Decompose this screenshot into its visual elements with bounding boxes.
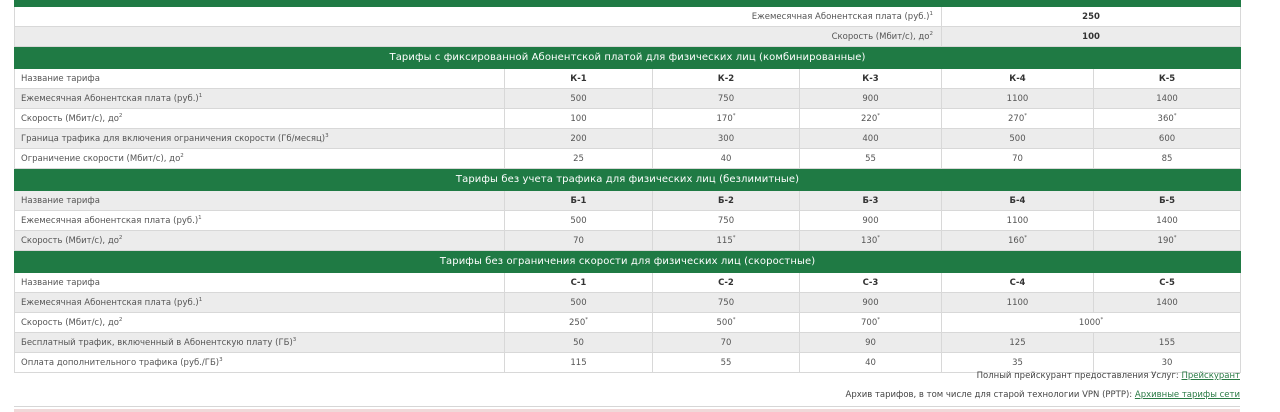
speed-cell: 170* bbox=[653, 109, 800, 129]
fee-cell: 500 bbox=[505, 293, 653, 313]
row-label: Оплата дополнительного трафика $(руб./ГБ)^3$ bbox=[15, 353, 505, 373]
tariff-name: С-3 bbox=[800, 273, 942, 293]
extra-traffic-cell: 40 bbox=[800, 353, 942, 373]
speed-cell: 700* bbox=[800, 313, 942, 333]
speed-cell: 160* bbox=[942, 231, 1094, 251]
base-speed-row bbox=[15, 27, 1241, 47]
tariff-name: С-1 bbox=[505, 273, 653, 293]
section-title: Тарифы без ограничения скорости для физических лиц (скоростные) bbox=[15, 251, 1241, 273]
fee-cell: 1100 bbox=[942, 293, 1094, 313]
base-fee-label: Ежемесячная Абонентская плата $(руб.)^1$ bbox=[15, 7, 942, 27]
divider bbox=[14, 406, 1240, 412]
table-row bbox=[15, 231, 1241, 251]
tariff-name: С-5 bbox=[1094, 273, 1241, 293]
free-traffic-cell: 155 bbox=[1094, 333, 1241, 353]
speed-cell: 100 bbox=[505, 109, 653, 129]
speed-cell: 250* bbox=[505, 313, 653, 333]
tariff-name: Б-2 bbox=[653, 191, 800, 211]
free-traffic-cell: 50 bbox=[505, 333, 653, 353]
table-row bbox=[15, 333, 1241, 353]
table-row bbox=[15, 191, 1241, 211]
tariff-name: К-3 bbox=[800, 69, 942, 89]
tariff-name: К-1 bbox=[505, 69, 653, 89]
row-label: Ежемесячная Абонентская плата $(руб.)^1$ bbox=[15, 89, 505, 109]
section-header-speed bbox=[15, 251, 1241, 273]
tariff-name: Б-5 bbox=[1094, 191, 1241, 211]
free-traffic-cell: 90 bbox=[800, 333, 942, 353]
price-list-text: Полный прейскурант предоставления Услуг: bbox=[976, 371, 1179, 381]
speed-cell: 1000* bbox=[942, 313, 1241, 333]
section-title: Тарифы без учета трафика для физических лиц (безлимитные) bbox=[15, 169, 1241, 191]
base-speed-value: 100 bbox=[942, 27, 1241, 47]
row-label: Граница трафика для включения ограничения скорости (Гб/месяц)$^3$ bbox=[15, 129, 505, 149]
row-label: Ограничение скорости (Мбит/с), $до^2$ bbox=[15, 149, 505, 169]
limit-cell: 55 bbox=[800, 149, 942, 169]
base-speed-label: Скорость (Мбит/с), $до^2$ bbox=[15, 27, 942, 47]
threshold-cell: 200 bbox=[505, 129, 653, 149]
speed-cell: 190* bbox=[1094, 231, 1241, 251]
fee-cell: 500 bbox=[505, 89, 653, 109]
threshold-cell: 500 bbox=[942, 129, 1094, 149]
free-traffic-cell: 125 bbox=[942, 333, 1094, 353]
speed-cell: 360* bbox=[1094, 109, 1241, 129]
archive-tariffs-link[interactable]: Архивные тарифы сети bbox=[1134, 390, 1240, 400]
table-row bbox=[15, 273, 1241, 293]
limit-cell: 40 bbox=[653, 149, 800, 169]
tariff-tables bbox=[14, 0, 1240, 373]
limit-cell: 85 bbox=[1094, 149, 1241, 169]
section-title: Тарифы с фиксированной Абонентской платой для физических лиц (комбинированные) bbox=[15, 47, 1241, 69]
base-fee-row bbox=[15, 7, 1241, 27]
section-header-combined bbox=[15, 47, 1241, 69]
speed-cell: 500* bbox=[653, 313, 800, 333]
section-header-unlimited bbox=[15, 169, 1241, 191]
fee-cell: 1400 bbox=[1094, 89, 1241, 109]
tariff-name: Б-3 bbox=[800, 191, 942, 211]
table-row bbox=[15, 293, 1241, 313]
limit-cell: 25 bbox=[505, 149, 653, 169]
fee-cell: 750 bbox=[653, 211, 800, 231]
speed-cell: 270* bbox=[942, 109, 1094, 129]
extra-traffic-cell: 55 bbox=[653, 353, 800, 373]
fee-cell: 1100 bbox=[942, 89, 1094, 109]
price-list-link[interactable]: Прейскурант bbox=[1181, 371, 1240, 381]
fee-cell: 750 bbox=[653, 293, 800, 313]
table-row bbox=[15, 69, 1241, 89]
table-row bbox=[15, 129, 1241, 149]
row-label: Ежемесячная абонентская плата $(руб.)^1$ bbox=[15, 211, 505, 231]
row-label: Название тарифа bbox=[15, 273, 505, 293]
speed-cell: 70 bbox=[505, 231, 653, 251]
speed-cell: 220* bbox=[800, 109, 942, 129]
row-label: Скорость (Мбит/с), $до^2$ bbox=[15, 313, 505, 333]
threshold-cell: 600 bbox=[1094, 129, 1241, 149]
row-label: Скорость (Мбит/с), $до^2$ bbox=[15, 109, 505, 129]
fee-cell: 900 bbox=[800, 211, 942, 231]
fee-cell: 1400 bbox=[1094, 211, 1241, 231]
row-label: Название тарифа bbox=[15, 69, 505, 89]
tariff-name: К-2 bbox=[653, 69, 800, 89]
table-row bbox=[15, 149, 1241, 169]
speed-cell: 130* bbox=[800, 231, 942, 251]
row-label: Скорость (Мбит/с), $до^2$ bbox=[15, 231, 505, 251]
table-row bbox=[15, 109, 1241, 129]
extra-traffic-cell: 115 bbox=[505, 353, 653, 373]
table-row bbox=[15, 313, 1241, 333]
archive-note bbox=[846, 390, 1241, 400]
fee-cell: 1400 bbox=[1094, 293, 1241, 313]
row-label: Бесплатный трафик, включенный в Абонентскую плату (ГБ)$^3$ bbox=[15, 333, 505, 353]
free-traffic-cell: 70 bbox=[653, 333, 800, 353]
table-row bbox=[15, 353, 1241, 373]
row-label: Название тарифа bbox=[15, 191, 505, 211]
limit-cell: 70 bbox=[942, 149, 1094, 169]
extra-traffic-cell: 30 bbox=[1094, 353, 1241, 373]
tariff-name: Б-4 bbox=[942, 191, 1094, 211]
tariff-name: К-5 bbox=[1094, 69, 1241, 89]
tariff-name: К-4 bbox=[942, 69, 1094, 89]
tariff-name: Б-1 bbox=[505, 191, 653, 211]
threshold-cell: 400 bbox=[800, 129, 942, 149]
fee-cell: 1100 bbox=[942, 211, 1094, 231]
fee-cell: 500 bbox=[505, 211, 653, 231]
price-list-note bbox=[977, 371, 1240, 381]
fee-cell: 900 bbox=[800, 293, 942, 313]
fee-cell: 900 bbox=[800, 89, 942, 109]
tariff-table bbox=[14, 0, 1241, 373]
table-row bbox=[15, 89, 1241, 109]
extra-traffic-cell: 35 bbox=[942, 353, 1094, 373]
base-fee-value: 250 bbox=[942, 7, 1241, 27]
table-row bbox=[15, 211, 1241, 231]
archive-text: Архив тарифов, в том числе для старой технологии VPN (PPTP): bbox=[845, 390, 1133, 400]
row-label: Ежемесячная Абонентская плата $(руб.)^1$ bbox=[15, 293, 505, 313]
tariff-name: С-2 bbox=[653, 273, 800, 293]
tariff-name: С-4 bbox=[942, 273, 1094, 293]
threshold-cell: 300 bbox=[653, 129, 800, 149]
fee-cell: 750 bbox=[653, 89, 800, 109]
speed-cell: 115* bbox=[653, 231, 800, 251]
